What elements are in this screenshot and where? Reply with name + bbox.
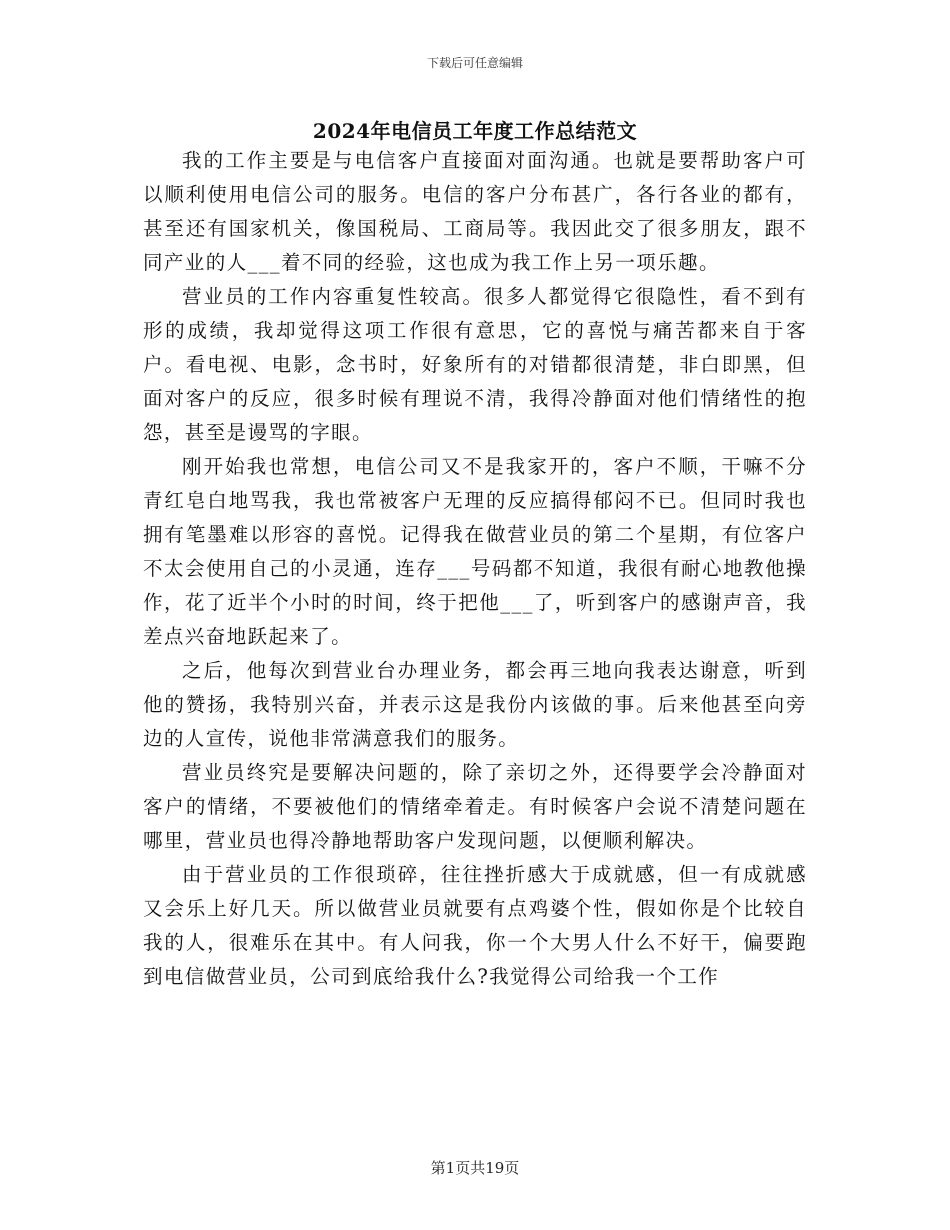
paragraph: 由于营业员的工作很琐碎，往往挫折感大于成就感，但一有成就感又会乐上好几天。所以做营业员就要有点鸡婆个性，假如你是个比较自我的人，很难乐在其中。有人问我，你一个大男人什么不好干，偏要跑到电信做营业员，公司到底给我什么?我觉得公司给我一个工作 <box>143 863 807 988</box>
page-number: 第1页共19页 <box>430 1159 520 1177</box>
paragraph: 营业员终究是要解决问题的，除了亲切之外，还得要学会冷静面对客户的情绪，不要被他们的情绪牵着走。有时候客户会说不清楚问题在哪里，营业员也得冷静地帮助客户发现问题，以便顺利解决。 <box>143 761 807 852</box>
paragraph: 营业员的工作内容重复性较高。很多人都觉得它很隐性，看不到有形的成绩，我却觉得这项工作很有意思，它的喜悦与痛苦都来自于客户。看电视、电影，念书时，好象所有的对错都很清楚，非白即黑，但面对客户的反应，很多时候有理说不清，我得冷静面对他们情绪性的抱怨，甚至是谩骂的字眼。 <box>143 285 807 444</box>
paragraph: 我的工作主要是与电信客户直接面对面沟通。也就是要帮助客户可以顺利使用电信公司的服务。电信的客户分布甚广，各行各业的都有，甚至还有国家机关，像国税局、工商局等。我因此交了很多朋友，跟不同产业的人___着不同的经验，这也成为我工作上另一项乐趣。 <box>143 149 807 274</box>
paragraph: 刚开始我也常想，电信公司又不是我家开的，客户不顺，干嘛不分青红皂白地骂我，我也常被客户无理的反应搞得郁闷不已。但同时我也拥有笔墨难以形容的喜悦。记得我在做营业员的第二个星期，有位客户不太会使用自己的小灵通，连存___号码都不知道，我很有耐心地教他操作，花了近半个小时的时间，终于把他___了，听到客户的感谢声音，我差点兴奋地跃起来了。 <box>143 455 807 648</box>
document-body <box>143 144 807 994</box>
document-title: 2024年电信员工年度工作总结范文 <box>312 119 638 143</box>
paragraph: 之后，他每次到营业台办理业务，都会再三地向我表达谢意，听到他的赞扬，我特别兴奋，并表示这是我份内该做的事。后来他甚至向旁边的人宣传，说他非常满意我们的服务。 <box>143 659 807 750</box>
page-header-note: 下载后可任意编辑 <box>426 56 523 70</box>
